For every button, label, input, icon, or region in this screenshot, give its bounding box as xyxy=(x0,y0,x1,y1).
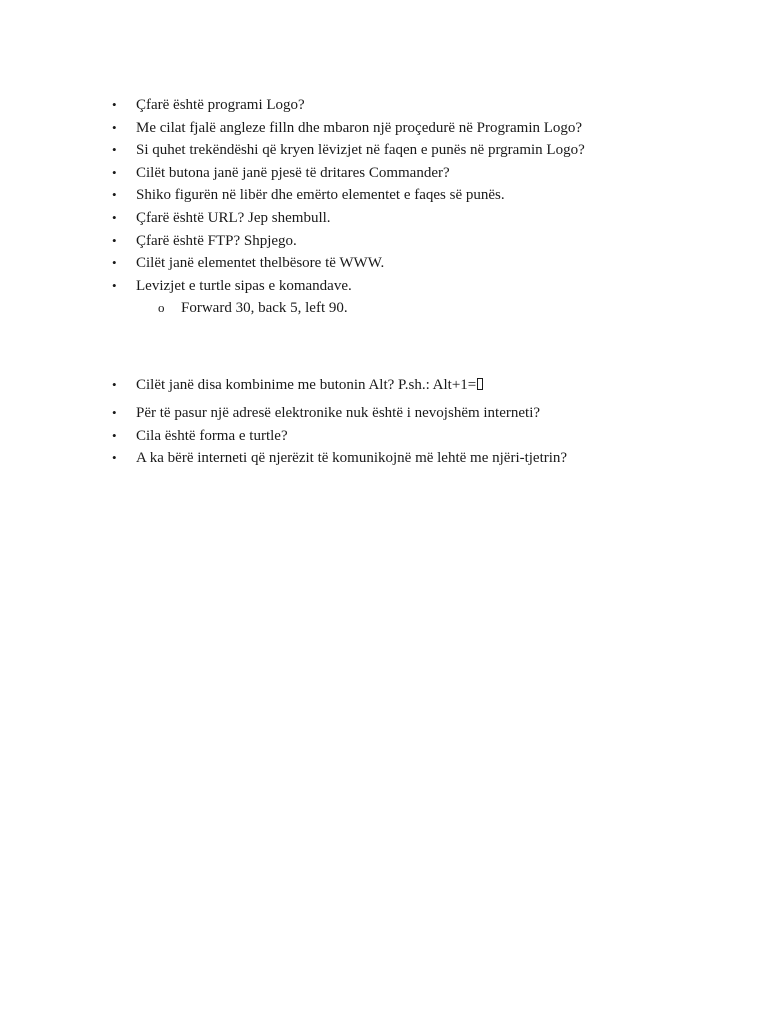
list-item-text: Çfarë është FTP? Shpjego. xyxy=(136,232,297,249)
list-item-text: Çfarë është URL? Jep shembull. xyxy=(136,209,331,226)
list-item-text: Me cilat fjalë angleze filln dhe mbaron një proçedurë në Programin Logo? xyxy=(136,119,583,136)
list-item-text: A ka bërë interneti që njerëzit të komunikojnë më lehtë me njëri-tjetrin? xyxy=(136,450,568,467)
bullet-icon: • xyxy=(112,119,117,135)
bullet-icon: • xyxy=(112,255,117,271)
bullet-icon: • xyxy=(112,209,117,225)
bullet-icon: • xyxy=(112,427,117,443)
list-item-text: Si quhet trekëndëshi që kryen lëvizjet në faqen e punës në prgramin Logo? xyxy=(136,142,585,159)
bullet-icon: • xyxy=(112,277,117,293)
bullet-icon: • xyxy=(112,187,117,203)
bullet-icon: • xyxy=(112,97,117,112)
list-item-text: Cila është forma e turtle? xyxy=(136,427,288,444)
bullet-icon: • xyxy=(112,450,117,466)
bullet-icon: • xyxy=(112,405,117,420)
bullet-icon: • xyxy=(112,164,117,180)
missing-glyph-icon xyxy=(477,378,483,390)
list-item-text-wrapper xyxy=(136,374,483,397)
list-item-text: Cilët butona janë janë pjesë të dritares Commander? xyxy=(136,164,450,181)
list-item-text: Levizjet e turtle sipas e komandave. xyxy=(136,277,352,294)
bullet-icon: • xyxy=(112,232,117,248)
bullet-icon: • xyxy=(112,377,117,392)
list-item-text: Cilët janë elementet thelbësore të WWW. xyxy=(136,255,385,272)
bullet-icon: • xyxy=(112,142,117,158)
list-item-text: Shiko figurën në libër dhe emërto elementet e faqes së punës. xyxy=(136,187,505,204)
list-item-text: Cilët janë disa kombinime me butonin Alt? P.sh.: Alt+1= xyxy=(136,377,477,393)
list-item-text: Çfarë është programi Logo? xyxy=(136,97,305,113)
list-item-text: Për të pasur një adresë elektronike nuk është i nevojshëm interneti? xyxy=(136,405,541,421)
sub-list-item-text: Forward 30, back 5, left 90. xyxy=(181,300,348,317)
sub-bullet-icon: o xyxy=(158,300,165,316)
